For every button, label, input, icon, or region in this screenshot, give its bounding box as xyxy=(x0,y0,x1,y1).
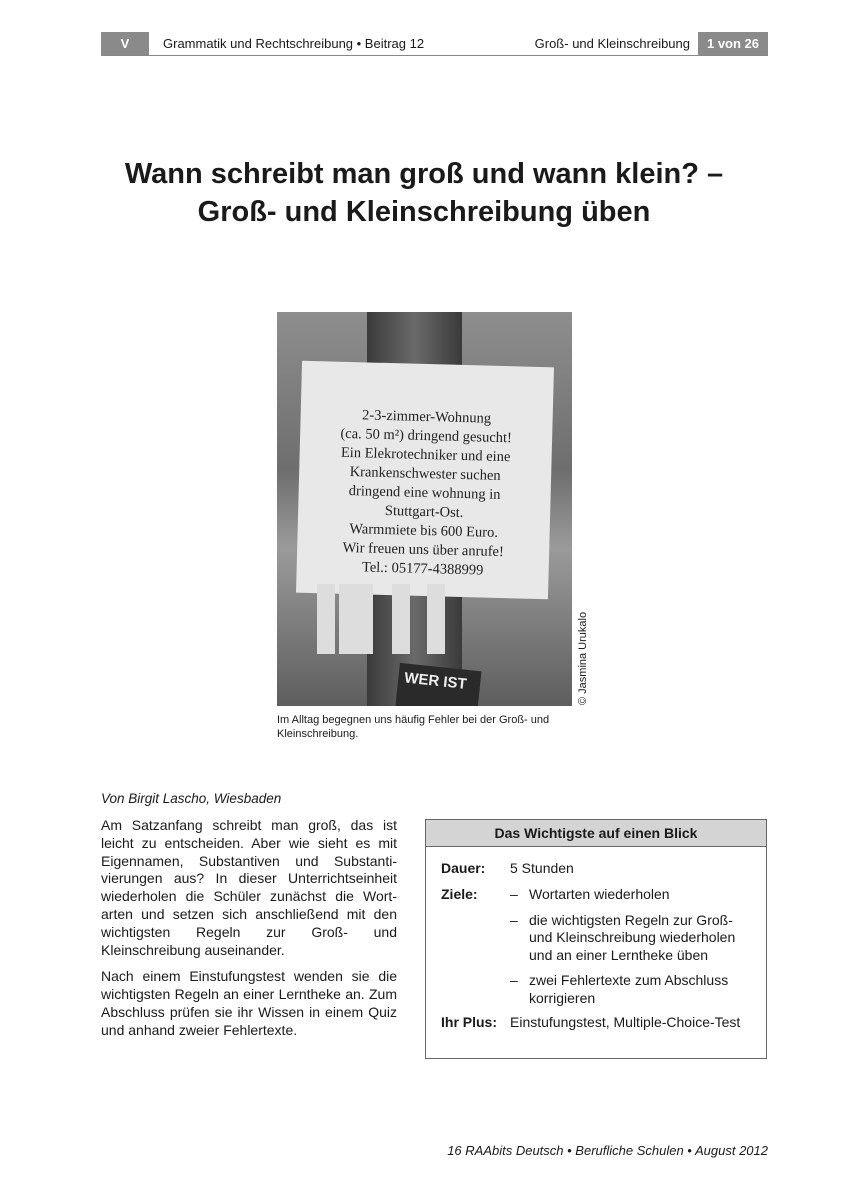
section-badge: V xyxy=(101,32,149,55)
photo-credit: © Jasmina Urukalo xyxy=(577,611,589,705)
summary-title: Das Wichtigste auf einen Blick xyxy=(426,820,766,847)
sticker: WER IST xyxy=(395,663,482,706)
poster-line: 2-3-zimmer-Wohnung xyxy=(361,407,492,427)
dauer-label: Dauer: xyxy=(441,860,486,876)
goal-item xyxy=(510,886,760,904)
summary-box xyxy=(425,819,767,1059)
poster-line: Warmmiete bis 600 Euro. xyxy=(349,521,499,541)
page-number: 1 von 26 xyxy=(698,32,768,55)
ziele-label: Ziele: xyxy=(441,886,478,902)
poster-line: Krankenschwester suchen xyxy=(349,464,501,484)
poster-line: Wir freuen uns über anrufe! xyxy=(342,539,504,561)
poster-photo xyxy=(277,312,572,706)
poster-line: (ca. 50 m²) dringend gesucht! xyxy=(340,425,513,447)
poster-line: Stuttgart-Ost. xyxy=(384,502,464,522)
ziele-list xyxy=(510,886,760,1015)
intro-text xyxy=(101,817,397,1049)
poster xyxy=(296,361,554,600)
page-footer: 16 RAAbits Deutsch • Berufliche Schulen • August 2012 xyxy=(447,1143,768,1158)
dauer-value: 5 Stunden xyxy=(510,860,574,876)
topic-label: Groß- und Kleinschreibung xyxy=(534,36,690,51)
intro-paragraph: Nach einem Einstufungstest wenden sie die wichtigsten Regeln an einer Lerntheke an. Zum Abschluss prüfen sie ihr Wissen in einem Quiz und anhand zweier Fehlertexte. xyxy=(101,968,397,1038)
plus-value: Einstufungstest, Multiple-Choice-Test xyxy=(510,1014,741,1030)
title-line-1: Wann schreibt man groß und wann klein? – xyxy=(124,158,724,190)
page-title xyxy=(60,155,788,231)
title-line-2: Groß- und Kleinschreibung üben xyxy=(197,196,651,228)
goal-item xyxy=(510,972,760,1007)
poster-line: Ein Elekrotechniker und eine xyxy=(340,444,511,466)
tear-strip xyxy=(427,584,445,654)
poster-line: Tel.: 05177-4388999 xyxy=(361,559,484,579)
goal-text: zwei Fehlertexte zum Abschluss korrigieren xyxy=(529,972,729,1006)
goal-text: Wortarten wiederholen xyxy=(529,886,670,902)
goal-text: die wichtigsten Regeln zur Groß- und Kleinschreibung wiederholen und an einer Lerntheke üben xyxy=(529,911,736,963)
running-header xyxy=(101,32,768,56)
plus-label: Ihr Plus: xyxy=(441,1014,498,1030)
tear-strip xyxy=(392,584,410,654)
goal-item xyxy=(510,912,760,965)
dash: – xyxy=(510,911,518,928)
tear-strip xyxy=(317,584,335,654)
series-label: Grammatik und Rechtschreibung • Beitrag 12 xyxy=(163,36,425,51)
intro-paragraph: Am Satzanfang schreibt man groß, das ist leicht zu entscheiden. Aber wie sieht es mit Eigennamen, Substantiven und Substantivierungen aus? In dieser Unterrichtseinheit wiederholen die Schüler zunächst die Wortarten und setzen sich anschließend mit den wichtigsten Regeln zur Groß- und Kleinschreibung auseinander. xyxy=(101,817,397,958)
dash: – xyxy=(510,972,518,988)
tear-strip xyxy=(355,584,373,654)
dash: – xyxy=(510,886,518,902)
photo-caption: Im Alltag begegnen uns häufig Fehler bei der Groß- und Kleinschreibung. xyxy=(277,714,550,740)
author-line: Von Birgit Lascho, Wiesbaden xyxy=(101,791,282,806)
poster-line: dringend eine wohnung in xyxy=(348,483,501,503)
